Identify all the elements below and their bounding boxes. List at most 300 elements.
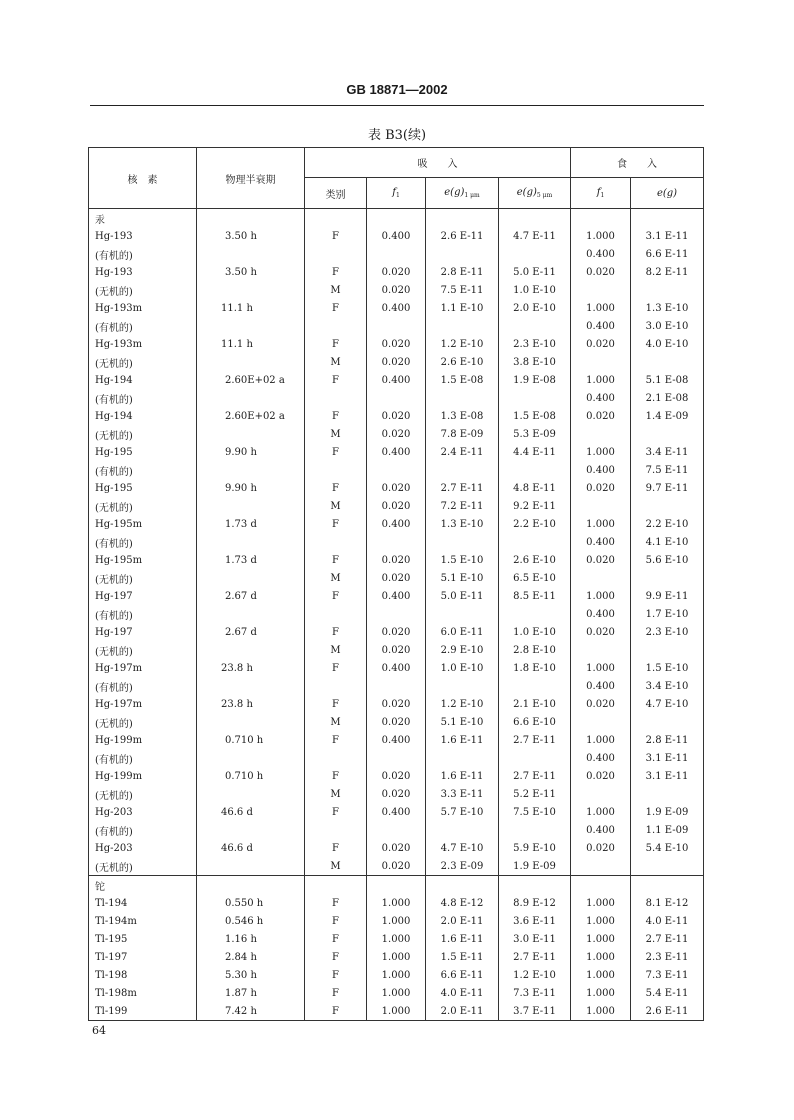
f1-ingestion-cell: 0.020: [571, 767, 631, 785]
table-row: [89, 353, 704, 371]
table-row: [89, 966, 704, 984]
nuclide-cell: (有机的): [89, 245, 197, 263]
type-cell: F: [305, 227, 367, 245]
eg-symbol: e(g): [444, 187, 465, 198]
eg-ingestion-cell: 6.6 E-11: [631, 245, 704, 263]
eg-ingestion-cell: 5.6 E-10: [631, 551, 704, 569]
type-cell: M: [305, 353, 367, 371]
nuclide-cell: Hg-195m: [89, 515, 197, 533]
nuclide-cell: Hg-195: [89, 443, 197, 461]
eg-ingestion-cell: [631, 713, 704, 731]
half-life-cell: 2.67 d: [197, 623, 305, 641]
type-cell: [305, 605, 367, 623]
table-row: [89, 857, 704, 876]
type-cell: F: [305, 335, 367, 353]
eg-1um-cell: 2.6 E-11: [426, 227, 499, 245]
half-life-cell: [197, 533, 305, 551]
f1-ingestion-cell: 1.000: [571, 912, 631, 930]
eg-5um-cell: 4.7 E-11: [499, 227, 571, 245]
f1-inhalation-cell: 0.020: [367, 353, 426, 371]
eg-5um-subscript: 5 μm: [536, 192, 553, 199]
table-row: [89, 785, 704, 803]
empty-cell: [426, 876, 499, 895]
half-life-cell: 23.8 h: [197, 695, 305, 713]
eg-1um-cell: 2.4 E-11: [426, 443, 499, 461]
eg-5um-cell: 3.7 E-11: [499, 1002, 571, 1021]
eg-5um-cell: [499, 605, 571, 623]
half-life-cell: 9.90 h: [197, 479, 305, 497]
type-cell: [305, 749, 367, 767]
table-row: [89, 551, 704, 569]
type-header: 类别: [305, 178, 367, 209]
table-row: [89, 515, 704, 533]
table-row: [89, 731, 704, 749]
table-row: [89, 821, 704, 839]
f1-ingestion-cell: 1.000: [571, 948, 631, 966]
table-row: [89, 317, 704, 335]
half-life-cell: 23.8 h: [197, 659, 305, 677]
eg-1um-cell: 1.2 E-10: [426, 695, 499, 713]
eg-1um-cell: 1.1 E-10: [426, 299, 499, 317]
f1-inhalation-cell: 1.000: [367, 948, 426, 966]
f1-inhalation-cell: 0.020: [367, 551, 426, 569]
eg-ingestion-cell: 1.7 E-10: [631, 605, 704, 623]
f1-ingestion-header: [571, 178, 631, 209]
f1-ingestion-cell: 0.020: [571, 839, 631, 857]
eg-5um-cell: 4.4 E-11: [499, 443, 571, 461]
nuclide-cell: (有机的): [89, 389, 197, 407]
nuclide-cell: Hg-193m: [89, 299, 197, 317]
eg-ingestion-cell: 3.1 E-11: [631, 749, 704, 767]
eg-ingestion-cell: [631, 857, 704, 876]
half-life-cell: 1.16 h: [197, 930, 305, 948]
eg-ingestion-cell: [631, 353, 704, 371]
table-row: [89, 659, 704, 677]
f1-ingestion-cell: 0.400: [571, 389, 631, 407]
nuclide-cell: (无机的): [89, 569, 197, 587]
nuclide-cell: (有机的): [89, 749, 197, 767]
eg-ingestion-cell: 1.5 E-10: [631, 659, 704, 677]
eg-ingestion-header: [631, 178, 704, 209]
eg-5um-cell: 2.3 E-10: [499, 335, 571, 353]
eg-1um-cell: 1.3 E-08: [426, 407, 499, 425]
f1-ingestion-cell: 1.000: [571, 894, 631, 912]
eg-5um-cell: 2.7 E-11: [499, 948, 571, 966]
type-cell: F: [305, 371, 367, 389]
table-row: [89, 587, 704, 605]
eg-5um-cell: 1.0 E-10: [499, 281, 571, 299]
f1-ingestion-cell: [571, 425, 631, 443]
type-cell: [305, 245, 367, 263]
eg-5um-cell: 4.8 E-11: [499, 479, 571, 497]
eg-1um-cell: [426, 317, 499, 335]
table-row: [89, 948, 704, 966]
half-life-cell: [197, 389, 305, 407]
half-life-cell: 7.42 h: [197, 1002, 305, 1021]
half-life-cell: 11.1 h: [197, 335, 305, 353]
eg-ingestion-cell: 2.3 E-10: [631, 623, 704, 641]
nuclide-cell: Hg-197m: [89, 659, 197, 677]
half-life-cell: 3.50 h: [197, 263, 305, 281]
eg-1um-cell: 1.6 E-11: [426, 731, 499, 749]
table-row: [89, 767, 704, 785]
table-row: [89, 1002, 704, 1021]
f1-inhalation-cell: [367, 317, 426, 335]
eg-ingestion-cell: [631, 785, 704, 803]
table-caption: 表 B3(续): [367, 128, 427, 143]
table-row: [89, 299, 704, 317]
type-cell: F: [305, 803, 367, 821]
half-life-cell: 9.90 h: [197, 443, 305, 461]
eg-5um-cell: 2.8 E-10: [499, 641, 571, 659]
nuclide-cell: Hg-199m: [89, 731, 197, 749]
eg-1um-cell: 4.0 E-11: [426, 984, 499, 1002]
eg-1um-cell: 2.3 E-09: [426, 857, 499, 876]
nuclide-cell: Tl-198: [89, 966, 197, 984]
nuclide-cell: Tl-194m: [89, 912, 197, 930]
eg-1um-cell: 2.0 E-11: [426, 1002, 499, 1021]
f1-ingestion-cell: [571, 281, 631, 299]
half-life-cell: 2.67 d: [197, 587, 305, 605]
f1-inhalation-cell: 0.020: [367, 569, 426, 587]
f1-ingestion-cell: [571, 641, 631, 659]
eg-ingestion-cell: [631, 281, 704, 299]
table-row: [89, 245, 704, 263]
type-cell: M: [305, 641, 367, 659]
f1-inhalation-cell: 0.400: [367, 299, 426, 317]
half-life-cell: 1.73 d: [197, 515, 305, 533]
half-life-cell: 0.550 h: [197, 894, 305, 912]
half-life-cell: 2.60E+02 a: [197, 407, 305, 425]
type-cell: [305, 461, 367, 479]
element-group: [89, 209, 704, 876]
eg-ingestion-cell: 2.6 E-11: [631, 1002, 704, 1021]
f1-inhalation-cell: 0.020: [367, 695, 426, 713]
eg-5um-cell: 2.0 E-10: [499, 299, 571, 317]
half-life-cell: 0.710 h: [197, 767, 305, 785]
eg-1um-subscript: 1 μm: [464, 192, 480, 199]
f1-inhalation-cell: [367, 749, 426, 767]
f1-inhalation-cell: 0.400: [367, 659, 426, 677]
ingestion-header: 食 入: [571, 148, 704, 178]
f1-ingestion-cell: 0.020: [571, 263, 631, 281]
f1-ingestion-cell: 1.000: [571, 443, 631, 461]
f1-inhalation-cell: 0.020: [367, 857, 426, 876]
type-cell: F: [305, 407, 367, 425]
f1-ingestion-cell: 0.400: [571, 461, 631, 479]
f1-ingestion-cell: 1.000: [571, 966, 631, 984]
type-cell: F: [305, 966, 367, 984]
eg-5um-cell: 5.9 E-10: [499, 839, 571, 857]
nuclide-cell: (无机的): [89, 641, 197, 659]
table-row: [89, 389, 704, 407]
eg-ingestion-cell: [631, 641, 704, 659]
f1-subscript: 1: [395, 192, 400, 199]
empty-cell: [571, 876, 631, 895]
table-row: [89, 839, 704, 857]
type-cell: F: [305, 659, 367, 677]
f1-inhalation-cell: [367, 389, 426, 407]
table-row: [89, 677, 704, 695]
eg-ingestion-cell: 8.2 E-11: [631, 263, 704, 281]
nuclide-cell: (有机的): [89, 605, 197, 623]
eg-5um-cell: [499, 245, 571, 263]
f1-ingestion-cell: 0.400: [571, 821, 631, 839]
eg-5um-cell: 1.9 E-08: [499, 371, 571, 389]
nuclide-header: 核 素: [89, 148, 197, 209]
type-cell: F: [305, 479, 367, 497]
type-cell: F: [305, 839, 367, 857]
f1-inhalation-cell: 0.020: [367, 839, 426, 857]
table-row: [89, 407, 704, 425]
type-cell: M: [305, 785, 367, 803]
empty-cell: [305, 876, 367, 895]
table-row: [89, 281, 704, 299]
f1-ingestion-cell: [571, 569, 631, 587]
eg-5um-cell: 8.5 E-11: [499, 587, 571, 605]
eg-1um-cell: 4.7 E-10: [426, 839, 499, 857]
empty-cell: [367, 209, 426, 228]
nuclide-cell: (无机的): [89, 785, 197, 803]
f1-ingestion-cell: 1.000: [571, 371, 631, 389]
nuclide-cell: Hg-203: [89, 803, 197, 821]
eg-1um-cell: 2.9 E-10: [426, 641, 499, 659]
f1-inhalation-cell: 1.000: [367, 912, 426, 930]
type-cell: F: [305, 984, 367, 1002]
half-life-cell: [197, 785, 305, 803]
eg-5um-cell: [499, 389, 571, 407]
empty-cell: [499, 876, 571, 895]
eg-1um-cell: 3.3 E-11: [426, 785, 499, 803]
eg-ingestion-cell: 5.1 E-08: [631, 371, 704, 389]
empty-cell: [499, 209, 571, 228]
eg-ingestion-cell: 4.0 E-10: [631, 335, 704, 353]
f1-inhalation-cell: 0.020: [367, 281, 426, 299]
eg-ingestion-cell: 9.9 E-11: [631, 587, 704, 605]
half-life-cell: [197, 461, 305, 479]
eg-5um-header: [499, 178, 571, 209]
eg-ingestion-cell: 3.4 E-11: [631, 443, 704, 461]
eg-5um-cell: 7.5 E-10: [499, 803, 571, 821]
type-cell: F: [305, 551, 367, 569]
eg-1um-cell: 5.7 E-10: [426, 803, 499, 821]
eg-5um-cell: 2.7 E-11: [499, 731, 571, 749]
eg-ingestion-cell: 8.1 E-12: [631, 894, 704, 912]
f1-inhalation-cell: 1.000: [367, 966, 426, 984]
eg-ingestion-cell: 2.2 E-10: [631, 515, 704, 533]
nuclide-cell: Hg-197m: [89, 695, 197, 713]
eg-5um-cell: 5.3 E-09: [499, 425, 571, 443]
eg-1um-cell: 1.0 E-10: [426, 659, 499, 677]
nuclide-cell: (无机的): [89, 497, 197, 515]
eg-5um-cell: [499, 749, 571, 767]
type-cell: M: [305, 713, 367, 731]
half-life-cell: [197, 497, 305, 515]
eg-5um-cell: [499, 461, 571, 479]
eg-ingestion-cell: [631, 497, 704, 515]
eg-5um-cell: 2.7 E-11: [499, 767, 571, 785]
table-row: [89, 371, 704, 389]
f1-symbol: f: [392, 187, 396, 198]
f1-ingestion-cell: 0.400: [571, 677, 631, 695]
f1-inhalation-cell: 1.000: [367, 894, 426, 912]
table-row: [89, 461, 704, 479]
type-cell: F: [305, 623, 367, 641]
nuclide-cell: (无机的): [89, 353, 197, 371]
eg-ingestion-cell: 2.3 E-11: [631, 948, 704, 966]
half-life-cell: 1.73 d: [197, 551, 305, 569]
eg-ingestion-cell: 3.4 E-10: [631, 677, 704, 695]
type-cell: F: [305, 912, 367, 930]
nuclide-cell: Hg-194: [89, 371, 197, 389]
half-life-cell: [197, 281, 305, 299]
page-number: 64: [92, 1024, 106, 1037]
eg-1um-cell: 5.1 E-10: [426, 713, 499, 731]
f1-ingestion-cell: 0.020: [571, 551, 631, 569]
f1-inhalation-cell: 1.000: [367, 1002, 426, 1021]
type-cell: M: [305, 281, 367, 299]
nuclide-cell: Tl-194: [89, 894, 197, 912]
eg-1um-cell: [426, 749, 499, 767]
f1-ingestion-cell: 0.400: [571, 749, 631, 767]
eg-ingestion-cell: [631, 425, 704, 443]
empty-cell: [571, 209, 631, 228]
table-row: [89, 695, 704, 713]
f1-ingestion-cell: [571, 857, 631, 876]
f1-ingestion-cell: 0.020: [571, 695, 631, 713]
type-cell: F: [305, 767, 367, 785]
half-life-header: 物理半衰期: [197, 148, 305, 209]
nuclide-cell: Hg-203: [89, 839, 197, 857]
f1-inhalation-cell: 1.000: [367, 984, 426, 1002]
eg-5um-cell: 2.1 E-10: [499, 695, 571, 713]
table-row: [89, 425, 704, 443]
half-life-cell: 2.60E+02 a: [197, 371, 305, 389]
eg-5um-cell: [499, 821, 571, 839]
nuclide-cell: Hg-193: [89, 263, 197, 281]
type-cell: F: [305, 515, 367, 533]
eg-5um-cell: 6.6 E-10: [499, 713, 571, 731]
half-life-cell: 2.84 h: [197, 948, 305, 966]
eg-1um-cell: [426, 677, 499, 695]
f1-inhalation-cell: 0.020: [367, 623, 426, 641]
eg-5um-cell: 1.5 E-08: [499, 407, 571, 425]
eg-1um-cell: [426, 821, 499, 839]
half-life-cell: [197, 857, 305, 876]
f1-ingestion-cell: [571, 353, 631, 371]
type-cell: M: [305, 569, 367, 587]
eg-ingestion-cell: 1.4 E-09: [631, 407, 704, 425]
f1-inhalation-cell: 0.400: [367, 515, 426, 533]
f1-ingestion-cell: 1.000: [571, 227, 631, 245]
nuclide-cell: (有机的): [89, 677, 197, 695]
eg-5um-cell: 5.2 E-11: [499, 785, 571, 803]
f1-ingestion-cell: 1.000: [571, 731, 631, 749]
nuclide-cell: Tl-198m: [89, 984, 197, 1002]
eg-ingestion-cell: 1.9 E-09: [631, 803, 704, 821]
table-row: [89, 749, 704, 767]
eg-1um-cell: [426, 605, 499, 623]
type-cell: M: [305, 425, 367, 443]
eg-5um-cell: 1.0 E-10: [499, 623, 571, 641]
nuclide-cell: Hg-197: [89, 623, 197, 641]
type-cell: [305, 677, 367, 695]
eg-1um-cell: 7.2 E-11: [426, 497, 499, 515]
empty-cell: [305, 209, 367, 228]
nuclide-cell: (无机的): [89, 857, 197, 876]
eg-ingestion-cell: 1.3 E-10: [631, 299, 704, 317]
eg-ingestion-cell: 9.7 E-11: [631, 479, 704, 497]
eg-1um-cell: [426, 461, 499, 479]
eg-1um-cell: 1.6 E-11: [426, 767, 499, 785]
table-row: [89, 335, 704, 353]
f1-ingestion-cell: 0.400: [571, 317, 631, 335]
f1-inhalation-cell: [367, 605, 426, 623]
f1-inhalation-cell: 0.400: [367, 803, 426, 821]
half-life-cell: [197, 605, 305, 623]
f1-ingestion-cell: 0.400: [571, 533, 631, 551]
eg-1um-cell: 2.0 E-11: [426, 912, 499, 930]
element-heading-row: [89, 209, 704, 228]
table-row: [89, 443, 704, 461]
half-life-cell: [197, 569, 305, 587]
table-row: [89, 912, 704, 930]
half-life-cell: [197, 677, 305, 695]
type-cell: M: [305, 497, 367, 515]
eg-ingestion-cell: 3.1 E-11: [631, 227, 704, 245]
nuclide-cell: Hg-193m: [89, 335, 197, 353]
eg-1um-cell: 1.5 E-10: [426, 551, 499, 569]
nuclide-cell: Tl-195: [89, 930, 197, 948]
eg-ingestion-cell: 5.4 E-10: [631, 839, 704, 857]
table-row: [89, 263, 704, 281]
eg-1um-cell: 1.5 E-08: [426, 371, 499, 389]
type-cell: F: [305, 443, 367, 461]
inhalation-header: 吸 入: [305, 148, 571, 178]
half-life-cell: 1.87 h: [197, 984, 305, 1002]
type-cell: F: [305, 731, 367, 749]
eg-1um-cell: 6.6 E-11: [426, 966, 499, 984]
eg-1um-cell: 5.1 E-10: [426, 569, 499, 587]
eg-1um-cell: 6.0 E-11: [426, 623, 499, 641]
standard-header: GB 18871—2002: [346, 82, 448, 97]
empty-cell: [367, 876, 426, 895]
type-cell: F: [305, 263, 367, 281]
nuclide-cell: Hg-194: [89, 407, 197, 425]
eg-ingestion-cell: 2.8 E-11: [631, 731, 704, 749]
f1-ingestion-cell: 1.000: [571, 659, 631, 677]
empty-cell: [631, 209, 704, 228]
eg-5um-cell: 3.0 E-11: [499, 930, 571, 948]
f1-ingestion-cell: 1.000: [571, 515, 631, 533]
eg-1um-cell: 2.6 E-10: [426, 353, 499, 371]
nuclide-cell: Hg-197: [89, 587, 197, 605]
type-cell: [305, 389, 367, 407]
table-row: [89, 533, 704, 551]
f1-ingestion-cell: [571, 713, 631, 731]
eg-ingestion-cell: 4.0 E-11: [631, 912, 704, 930]
f1-subscript: 1: [600, 192, 605, 199]
table-row: [89, 930, 704, 948]
eg-1um-header: [426, 178, 499, 209]
f1-inhalation-cell: 0.020: [367, 767, 426, 785]
header-rule: [90, 105, 704, 106]
eg-5um-cell: 1.2 E-10: [499, 966, 571, 984]
element-name: 汞: [89, 209, 197, 228]
f1-inhalation-cell: [367, 821, 426, 839]
eg-5um-cell: 6.5 E-10: [499, 569, 571, 587]
nuclide-cell: (有机的): [89, 821, 197, 839]
